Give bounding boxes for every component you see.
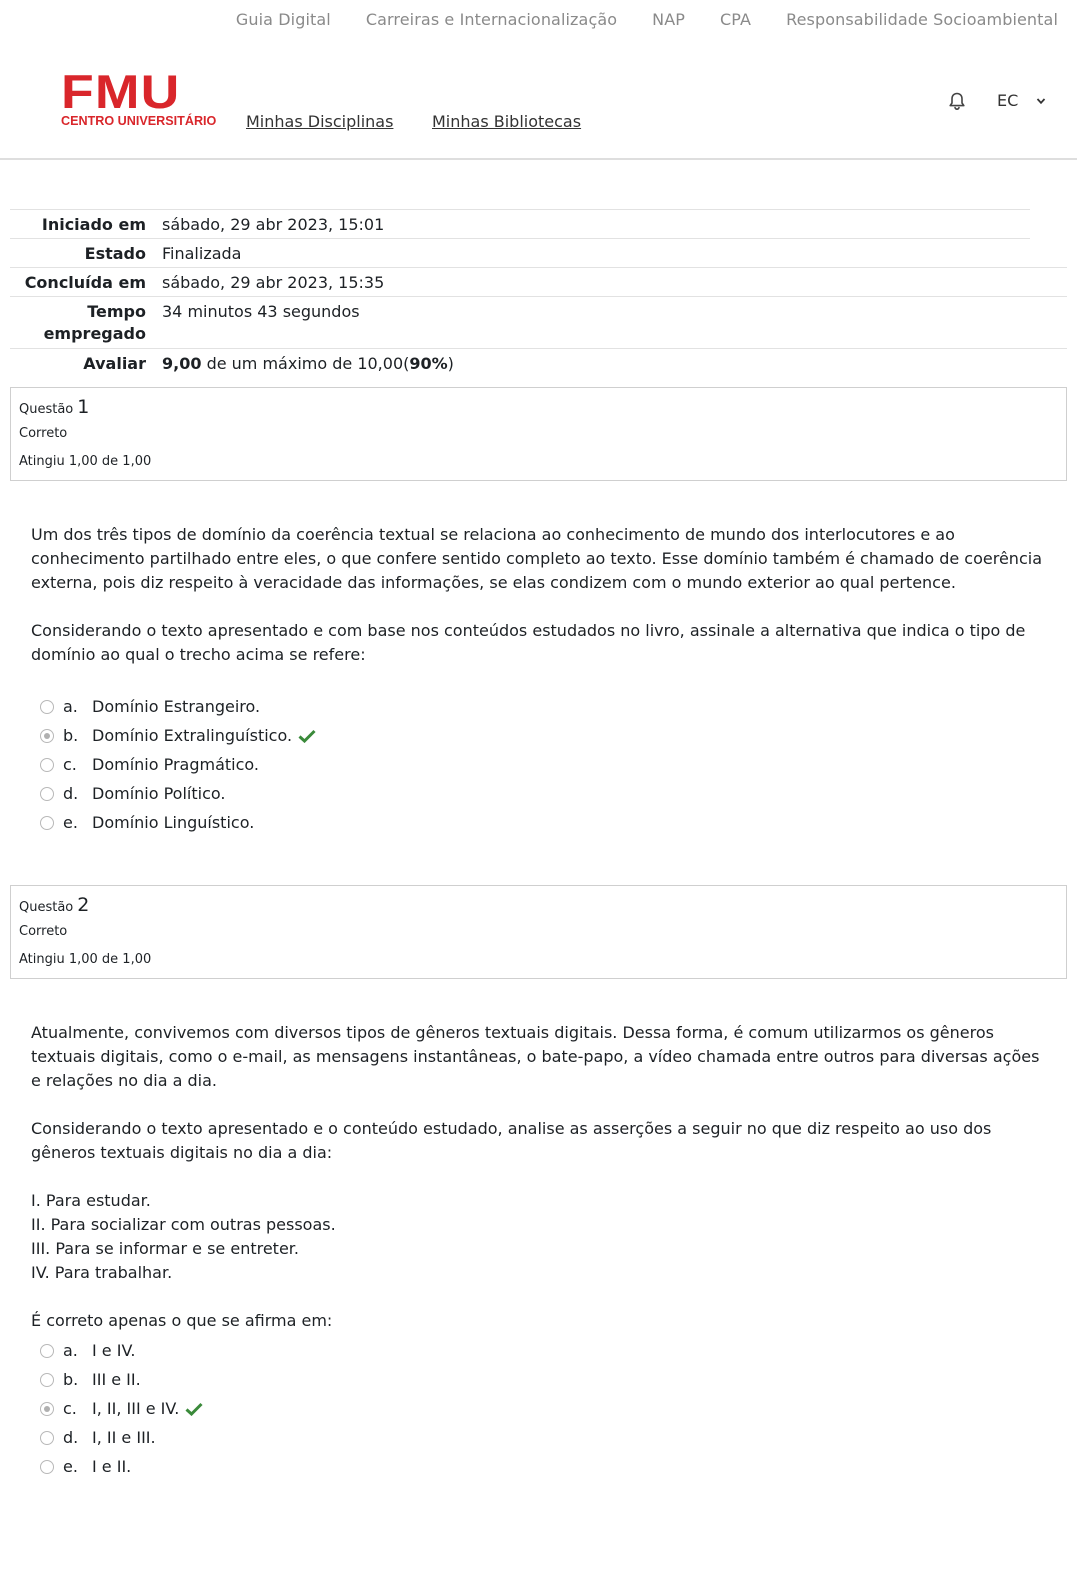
summary-value: Finalizada (162, 244, 242, 263)
answer-text: Domínio Extralinguístico. (92, 726, 293, 745)
chevron-down-icon (1036, 96, 1046, 106)
grade-mid: de um máximo de 10,00( (201, 354, 410, 373)
question-grade: Atingiu 1,00 de 1,00 (19, 952, 152, 967)
site-header (0, 40, 1077, 160)
radio-button-selected[interactable] (40, 729, 54, 743)
answer-letter: d. (63, 784, 79, 803)
answer-option-e[interactable] (40, 808, 316, 837)
checkmark-icon (185, 1402, 203, 1416)
question-title (19, 396, 1058, 418)
summary-value: 34 minutos 43 segundos (162, 302, 360, 321)
question-paragraph: Considerando o texto apresentado e o conteúdo estudado, analise as asserções a seguir no que diz respeito ao uso dos gêneros textuais digitais no dia a dia: (31, 1119, 992, 1162)
summary-label: Concluída em (24, 273, 146, 292)
logo-sub-text: CENTRO UNIVERSITÁRIO (61, 114, 217, 128)
answer-letter: a. (63, 1341, 78, 1360)
question-status: Correto (19, 426, 68, 441)
radio-button[interactable] (40, 816, 54, 830)
answer-option-d[interactable] (40, 1423, 203, 1452)
question-label: Questão (19, 402, 74, 417)
answer-letter: e. (63, 1457, 78, 1476)
answer-option-d[interactable] (40, 779, 316, 808)
answer-text: Domínio Estrangeiro. (92, 697, 261, 716)
bell-icon[interactable] (947, 91, 967, 111)
answer-letter: a. (63, 697, 78, 716)
question-1-info (10, 387, 1067, 481)
answer-option-a[interactable] (40, 692, 316, 721)
question-paragraph: Atualmente, convivemos com diversos tipos de gêneros textuais digitais. Dessa forma, é comum utilizarmos os gêneros textuais digitais, como o e-mail, as mensagens instantâneas, o bate-papo, a vídeo chamada entre outros para diversas ações e relações no dia a dia. (31, 1023, 1040, 1090)
topnav-guia-digital[interactable]: Guia Digital (235, 10, 331, 29)
summary-row-completed (10, 267, 1067, 296)
assertion-item: III. Para se informar e se entreter. (31, 1239, 299, 1258)
question-paragraph: Um dos três tipos de domínio da coerência textual se relaciona ao conhecimento de mundo dos interlocutores e ao conhecimento partilhado entre eles, o que confere sentido completo ao texto. Esse domínio também é chamado de coerência externa, pois diz respeito à veracidade das informações, se elas condizem com o mundo exterior ao qual pertence. (31, 525, 1042, 592)
summary-value (162, 353, 1067, 375)
topnav-cpa[interactable]: CPA (720, 10, 752, 29)
logo-main-text: FMU (61, 65, 181, 118)
summary-label (10, 301, 162, 346)
question-number: 2 (77, 894, 90, 916)
radio-button-selected[interactable] (40, 1402, 54, 1416)
answer-option-e[interactable] (40, 1452, 203, 1481)
question-paragraph: Considerando o texto apresentado e com base nos conteúdos estudados no livro, assinale a alternativa que indica o tipo de domínio ao qual o trecho acima se refere: (31, 621, 1026, 664)
answer-text: Domínio Pragmático. (92, 755, 260, 774)
question-1-answers (40, 692, 316, 837)
answer-text: III e II. (92, 1370, 141, 1389)
answer-text: I e II. (92, 1457, 132, 1476)
answer-text: I e IV. (92, 1341, 136, 1360)
answer-option-b[interactable] (40, 721, 316, 750)
grade-score: 9,00 (162, 354, 202, 373)
topnav-responsabilidade[interactable]: Responsabilidade Socioambiental (786, 10, 1058, 29)
assertion-item: I. Para estudar. (31, 1191, 151, 1210)
assertion-item: IV. Para trabalhar. (31, 1263, 173, 1282)
radio-button[interactable] (40, 1431, 54, 1445)
summary-label: Estado (84, 244, 146, 263)
user-initials: EC (997, 91, 1019, 110)
summary-row-state (10, 238, 1030, 267)
summary-label: Avaliar (83, 354, 146, 373)
question-number: 1 (77, 396, 90, 418)
radio-button[interactable] (40, 787, 54, 801)
answer-letter: e. (63, 813, 78, 832)
summary-row-grade (10, 348, 1067, 377)
answer-text: Domínio Político. (92, 784, 226, 803)
summary-label: Iniciado em (41, 215, 146, 234)
question-paragraph: É correto apenas o que se afirma em: (31, 1311, 333, 1330)
answer-option-b[interactable] (40, 1365, 203, 1394)
topnav-nap[interactable]: NAP (652, 10, 686, 29)
question-label: Questão (19, 900, 74, 915)
answer-letter: b. (63, 726, 79, 745)
question-2-answers (40, 1336, 203, 1481)
question-2-info (10, 885, 1067, 979)
top-navigation (236, 10, 1058, 29)
answer-letter: d. (63, 1428, 79, 1447)
user-menu[interactable] (997, 91, 1046, 110)
fmu-logo[interactable] (61, 65, 217, 128)
summary-row-started (10, 209, 1030, 238)
nav-minhas-bibliotecas[interactable]: Minhas Bibliotecas (432, 112, 582, 131)
assertion-item: II. Para socializar com outras pessoas. (31, 1215, 336, 1234)
summary-value: sábado, 29 abr 2023, 15:01 (162, 215, 385, 234)
answer-option-c[interactable] (40, 1394, 203, 1423)
radio-button[interactable] (40, 758, 54, 772)
question-1-text (31, 523, 1051, 691)
answer-option-c[interactable] (40, 750, 316, 779)
answer-letter: c. (63, 1399, 77, 1418)
answer-letter: b. (63, 1370, 79, 1389)
summary-label-line1: Tempo (87, 302, 146, 321)
question-grade: Atingiu 1,00 de 1,00 (19, 454, 152, 469)
radio-button[interactable] (40, 1460, 54, 1474)
grade-end: ) (447, 354, 454, 373)
answer-letter: c. (63, 755, 77, 774)
summary-value: sábado, 29 abr 2023, 15:35 (162, 273, 385, 292)
answer-text: I, II e III. (92, 1428, 156, 1447)
attempt-summary (10, 209, 1067, 377)
grade-percent: 90% (409, 354, 448, 373)
question-status: Correto (19, 924, 68, 939)
radio-button[interactable] (40, 1373, 54, 1387)
topnav-carreiras[interactable]: Carreiras e Internacionalização (365, 10, 618, 29)
checkmark-icon (298, 729, 316, 743)
answer-text: I, II, III e IV. (92, 1399, 180, 1418)
question-title (19, 894, 1058, 916)
radio-button[interactable] (40, 1344, 54, 1358)
summary-row-time (10, 296, 1067, 348)
answer-option-a[interactable] (40, 1336, 203, 1365)
question-2-text (31, 1021, 1051, 1357)
answer-text: Domínio Linguístico. (92, 813, 255, 832)
summary-label-line2: empregado (43, 324, 146, 343)
nav-minhas-disciplinas[interactable]: Minhas Disciplinas (246, 112, 394, 131)
radio-button[interactable] (40, 700, 54, 714)
